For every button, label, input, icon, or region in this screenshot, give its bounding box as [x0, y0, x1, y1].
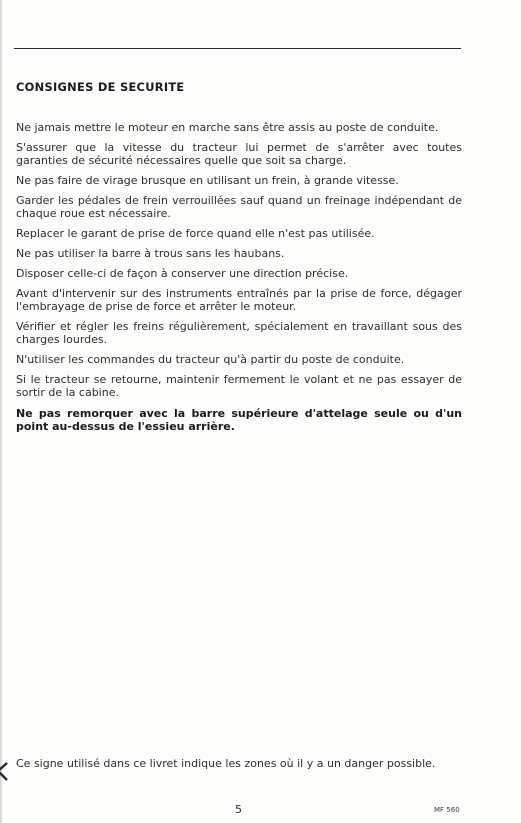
safety-rule: Vérifier et régler les freins régulièrement, spécialement en travaillant sous des charges lourdes.: [16, 320, 462, 346]
safety-rule: Ne jamais mettre le moteur en marche sans être assis au poste de conduite.: [16, 121, 439, 134]
towing-warning-rule: Ne pas remorquer avec la barre supérieure d'attelage seule ou d'un point au-dessus de l'essieu arrière.: [16, 407, 462, 433]
safety-rule: Replacer le garant de prise de force quand elle n'est pas utilisée.: [16, 227, 375, 240]
safety-rule: Avant d'intervenir sur des instruments entraînés par la prise de force, dégager l'embrayage de prise de force et arrêter le moteur.: [16, 287, 462, 313]
safety-rule: Si le tracteur se retourne, maintenir fermement le volant et ne pas essayer de sortir de la cabine.: [16, 373, 462, 399]
safety-rule: Garder les pédales de frein verrouillées sauf quand un freinage indépendant de chaque roue est nécessaire.: [16, 194, 462, 220]
safety-rule: Disposer celle-ci de façon à conserver une direction précise.: [16, 267, 349, 280]
danger-sign-icon: [0, 762, 10, 782]
safety-rule: S'assurer que la vitesse du tracteur lui permet de s'arrêter avec toutes garanties de sécurité nécessaires quelle que soit sa charge.: [16, 141, 462, 167]
model-reference: MF 560: [434, 806, 460, 814]
danger-sign-note: Ce signe utilisé dans ce livret indique les zones où il y a un danger possible.: [16, 757, 436, 770]
safety-rule: Ne pas faire de virage brusque en utilisant un frein, à grande vitesse.: [16, 174, 399, 187]
safety-rules-list: [16, 121, 462, 440]
page-edge-shadow: [0, 0, 3, 823]
page-number: 5: [235, 803, 242, 816]
top-divider: [14, 48, 461, 49]
section-title: CONSIGNES DE SECURITE: [16, 80, 185, 94]
safety-rule: Ne pas utiliser la barre à trous sans les haubans.: [16, 247, 285, 260]
safety-rule: N'utiliser les commandes du tracteur qu'à partir du poste de conduite.: [16, 353, 405, 366]
